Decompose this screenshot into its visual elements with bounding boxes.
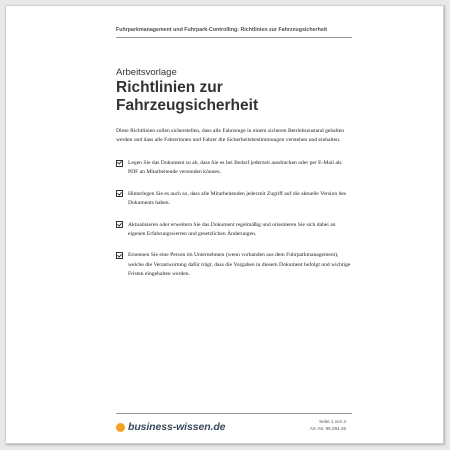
checklist-item-text: Legen Sie das Dokument so ab, dass Sie es bei Bedarf jederzeit ausdrucken oder per E-Mail als PDF an Mitarbeitende versenden können. <box>128 160 342 176</box>
checklist-item <box>116 251 352 279</box>
page-number: Seite 1 von 3 <box>319 419 346 424</box>
intro-paragraph: Diese Richtlinien sollen sicherstellen, dass alle Fahrzeuge in einem sicheren Betriebszustand gehalten werden und dass alle Fahrerinnen und Fahrer die Sicherheitsbestimmungen verstehen und einhalten. <box>116 128 345 144</box>
checklist-item-text: Ernennen Sie eine Person im Unternehmen (wenn vorhanden aus dem Fuhrparkmanagement), welche die Verantwortung dafür trägt, dass die Vorgaben in diesem Dokument befolgt und wichtige Fristen eingehalten werden. <box>128 252 351 278</box>
footer-divider <box>116 413 352 414</box>
checkbox-checked-icon <box>116 190 123 197</box>
document-title: Richtlinien zur Fahrzeugsicherheit <box>116 79 259 114</box>
checklist-item <box>116 190 352 209</box>
brand-logo <box>116 420 225 434</box>
checklist-item <box>116 221 352 240</box>
checklist <box>116 159 352 292</box>
page-info <box>310 418 346 432</box>
checklist-item-text: Hinterlegen Sie es auch so, dass alle Mitarbeitenden jederzeit Zugriff auf die aktuelle Version des Dokuments haben. <box>128 190 347 207</box>
header-divider <box>116 37 352 38</box>
checkbox-checked-icon <box>116 160 123 167</box>
document-page <box>5 5 444 444</box>
document-kicker: Arbeitsvorlage <box>116 67 177 78</box>
checkbox-checked-icon <box>116 252 123 259</box>
running-header: Fuhrparkmanagement und Fuhrpark-Controlling: Richtlinien zur Fahrzeugsicherheit <box>116 27 328 33</box>
logo-dot-icon <box>116 423 125 432</box>
article-number: Art.-Nr. 99.294.26 <box>309 426 346 431</box>
checklist-item <box>116 159 352 178</box>
logo-wordmark: business-wissen.de <box>128 421 226 433</box>
checklist-item-text: Aktualisieren oder erweitern Sie das Dokument regelmäßig und orientieren Sie sich dabei an eigenen Erfahrungswerten und gesetzlichen Änderungen. <box>128 221 336 238</box>
checkbox-checked-icon <box>116 221 123 228</box>
